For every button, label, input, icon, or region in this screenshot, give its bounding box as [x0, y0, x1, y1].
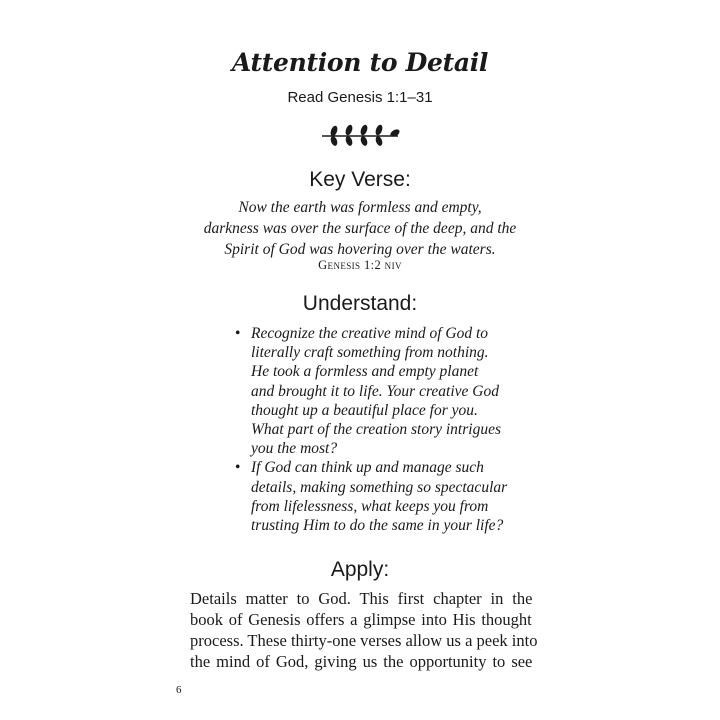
- bullet-line: literally craft something from nothing.: [251, 344, 489, 362]
- key-verse-text: [180, 197, 540, 260]
- paragraph-line: Details matter to God. This first chapter in the: [190, 589, 533, 608]
- bullet-line: Recognize the creative mind of God to: [251, 325, 489, 342]
- verse-line: darkness was over the surface of the deep, and the: [203, 220, 517, 237]
- bullet-icon: •: [235, 325, 241, 342]
- bullet-line: trusting Him to do the same in your life?: [251, 517, 504, 535]
- understand-heading: Understand:: [302, 292, 418, 315]
- list-item: [235, 458, 535, 535]
- bullet-line: you the most?: [251, 440, 338, 458]
- key-verse-heading: Key Verse:: [309, 168, 411, 191]
- paragraph-line: process. These thirty-one verses allow us a peek into: [190, 631, 538, 650]
- paragraph-line: the mind of God, giving us the opportunity to see: [190, 652, 533, 671]
- understand-list: [235, 324, 535, 535]
- leaf-branch-icon: [318, 122, 402, 146]
- bullet-line: What part of the creation story intrigues: [251, 421, 501, 439]
- page-number: 6: [176, 684, 182, 696]
- reading-assignment: Read Genesis 1:1–31: [287, 89, 433, 106]
- page-title: Attention to Detail: [231, 48, 489, 77]
- apply-heading: Apply:: [330, 558, 390, 581]
- bullet-icon: •: [235, 459, 241, 477]
- bullet-line: from lifelessness, what keeps you from: [251, 497, 489, 515]
- apply-paragraph: [190, 588, 538, 672]
- verse-line: Spirit of God was hovering over the waters.: [224, 241, 496, 258]
- paragraph-line: book of Genesis offers a glimpse into His thought: [190, 610, 532, 629]
- bullet-line: thought up a beautiful place for you.: [251, 401, 478, 419]
- verse-line: Now the earth was formless and empty,: [238, 199, 482, 216]
- list-item: [235, 324, 535, 458]
- verse-reference: Genesis 1:2 niv: [318, 258, 402, 272]
- bullet-line: details, making something so spectacular: [251, 478, 508, 496]
- bullet-line: He took a formless and empty planet: [251, 363, 479, 381]
- bullet-line: If God can think up and manage such: [251, 459, 484, 477]
- bullet-line: and brought it to life. Your creative God: [251, 382, 499, 400]
